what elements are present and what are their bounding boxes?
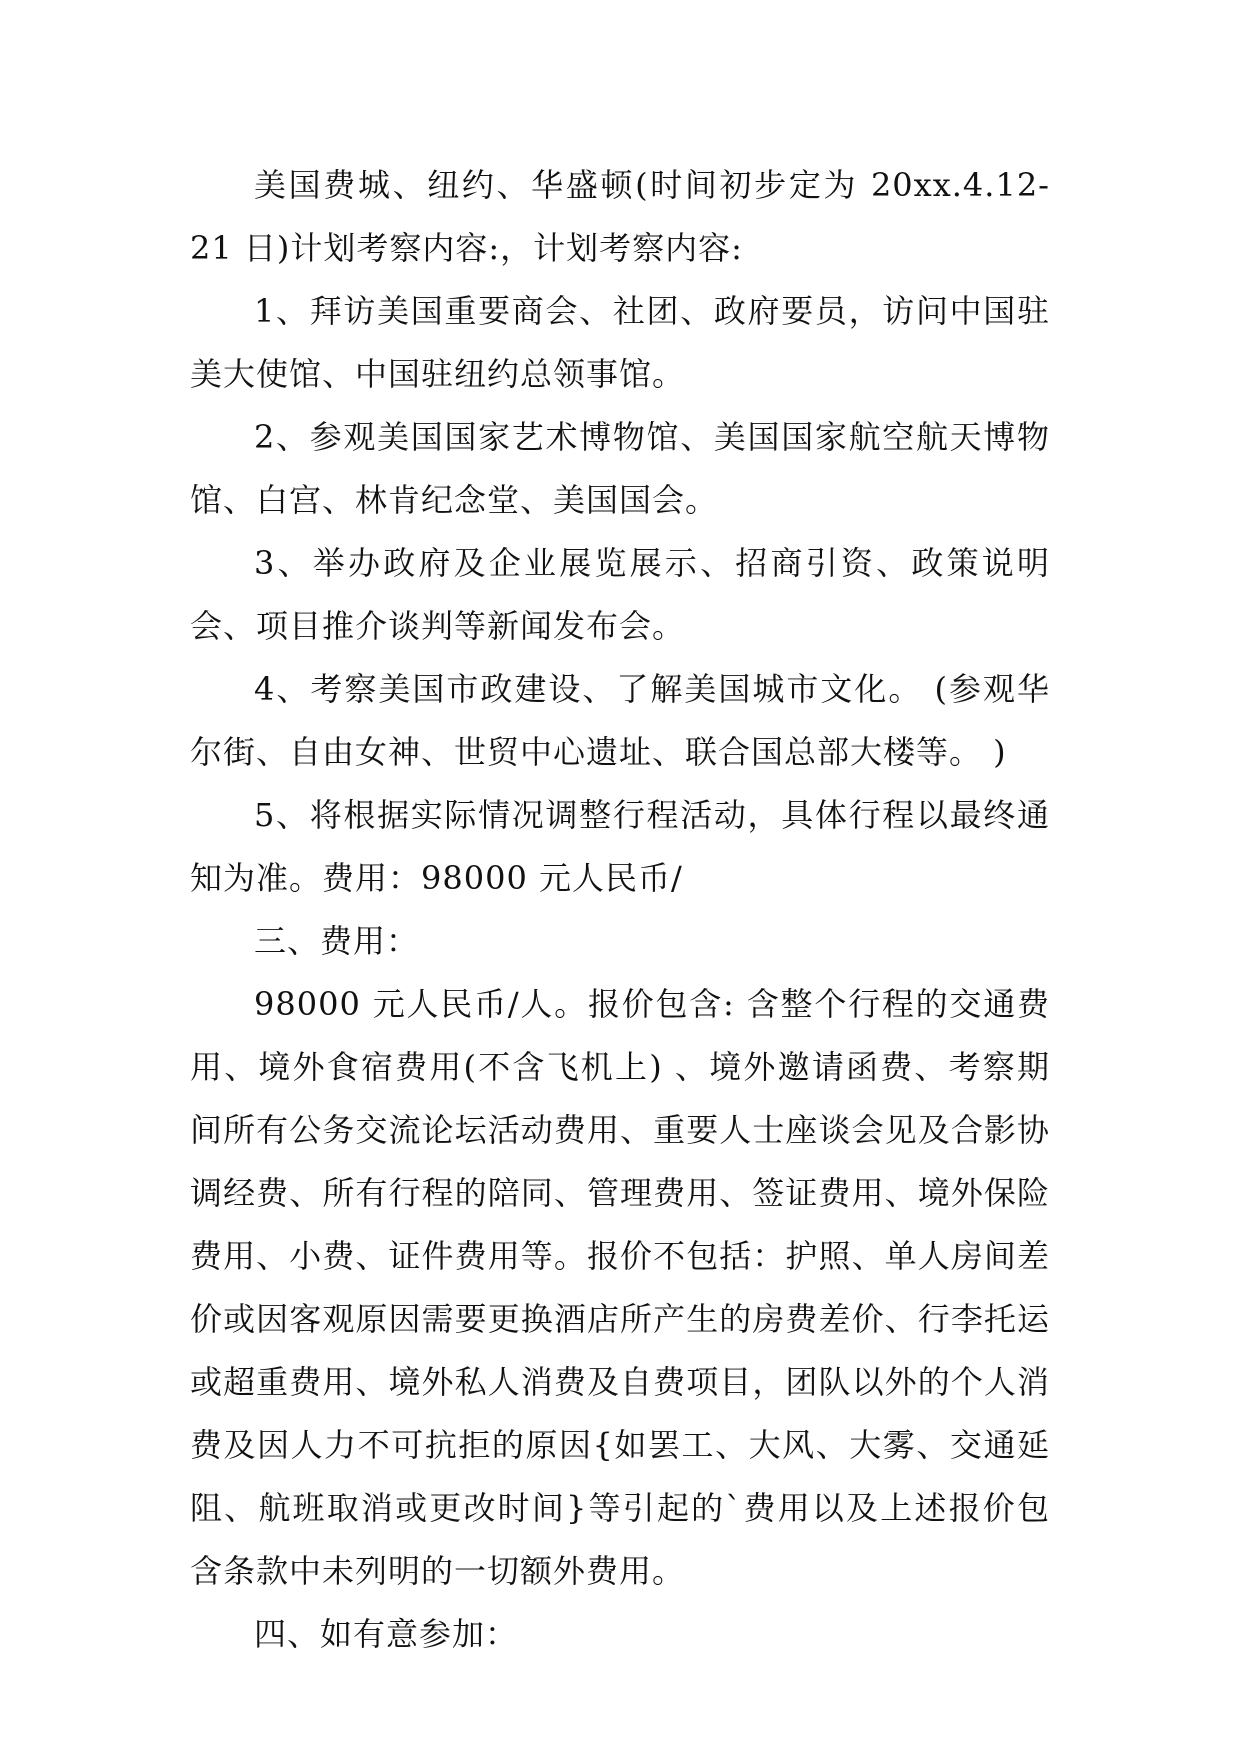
paragraph-item-3: 3、举办政府及企业展览展示、招商引资、政策说明会、项目推介谈判等新闻发布会。 — [190, 544, 1050, 645]
paragraph-item-5: 5、将根据实际情况调整行程活动，具体行程以最终通知为准。费用：98000 元人民币/ — [190, 796, 1050, 897]
paragraph-item-4: 4、考察美国市政建设、了解美国城市文化。 (参观华尔街、自由女神、世贸中心遗址、联合国总部大楼等。 ) — [190, 670, 1050, 771]
section-heading-fees: 三、费用： — [254, 922, 420, 960]
section-heading-participation: 四、如有意参加： — [254, 1615, 519, 1653]
paragraph-item-1: 1、拜访美国重要商会、社团、政府要员，访问中国驻美大使馆、中国驻纽约总领事馆。 — [190, 292, 1050, 393]
document-body — [190, 154, 1050, 1666]
paragraph-item-2: 2、参观美国国家艺术博物馆、美国国家航空航天博物馆、白宫、林肯纪念堂、美国国会。 — [190, 418, 1050, 519]
paragraph-destination: 美国费城、纽约、华盛顿(时间初步定为 20xx.4.12-21 日)计划考察内容:，计划考察内容: — [190, 166, 1050, 267]
paragraph-fee-details: 98000 元人民币/人。报价包含: 含整个行程的交通费用、境外食宿费用(不含飞机上) 、境外邀请函费、考察期间所有公务交流论坛活动费用、重要人士座谈会见及合影协调经费、所有行程的陪同、管理费用、签证费用、境外保险费用、小费、证件费用等。报价不包括：护照、单人房间差价或因客观原因需要更换酒店所产生的房费差价、行李托运或超重费用、境外私人消费及自费项目，团队以外的个人消费及因人力不可抗拒的原因{如罢工、大风、大雾、交通延阻、航班取消或更改时间}等引起的`费用以及上述报价包含条款中未列明的一切额外费用。 — [190, 985, 1050, 1590]
